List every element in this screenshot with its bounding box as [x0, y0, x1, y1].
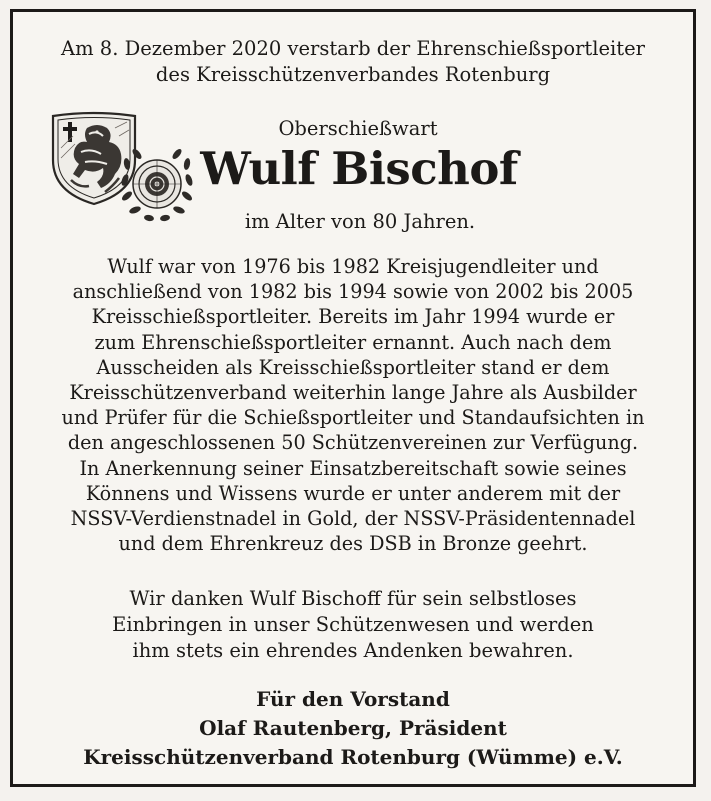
- biography-line: Ausscheiden als Kreisschießsportleiter stand er dem: [96, 355, 610, 379]
- biography-line: In Anerkennung seiner Einsatzbereitschaft sowie seines: [79, 456, 627, 480]
- signature-line: Für den Vorstand: [256, 687, 450, 711]
- deceased-name: Wulf Bischof: [200, 142, 518, 195]
- signature-line: Olaf Rautenberg, Präsident: [199, 716, 507, 740]
- signature-block: [13, 685, 693, 772]
- biography-line: Kreisschießsportleiter. Bereits im Jahr 1994 wurde er: [91, 305, 615, 329]
- signature-line: Kreisschützenverband Rotenburg (Wümme) e.V.: [83, 745, 623, 769]
- biography-line: Kreisschützenverband weiterhin lange Jahre als Ausbilder: [69, 381, 637, 405]
- thanks-line: ihm stets ein ehrendes Andenken bewahren.: [132, 639, 574, 662]
- thanks-line: Wir danken Wulf Bischoff für sein selbstloses: [129, 587, 577, 610]
- biography-paragraph: [13, 254, 693, 556]
- obituary-frame: [10, 9, 696, 787]
- biography-line: NSSV-Verdienstnadel in Gold, der NSSV-Präsidentennadel: [70, 507, 636, 531]
- biography-line: den angeschlossenen 50 Schützenvereinen zur Verfügung.: [67, 431, 639, 455]
- rank-title: Oberschießwart: [278, 117, 438, 140]
- thanks-paragraph: [13, 586, 693, 664]
- thanks-line: Einbringen in unser Schützenwesen und werden: [112, 613, 594, 636]
- intro-text: [13, 36, 693, 88]
- intro-line: des Kreisschützenverbandes Rotenburg: [155, 63, 551, 86]
- biography-line: Wulf war von 1976 bis 1982 Kreisjugendleiter und: [107, 255, 599, 278]
- age-line: im Alter von 80 Jahren.: [244, 210, 476, 233]
- intro-line: Am 8. Dezember 2020 verstarb der Ehrenschießsportleiter: [61, 37, 645, 60]
- biography-line: und Prüfer für die Schießsportleiter und Standaufsichten in: [61, 406, 645, 430]
- biography-line: und dem Ehrenkreuz des DSB in Bronze geehrt.: [118, 532, 588, 556]
- biography-line: Könnens und Wissens wurde er unter anderem mit der: [85, 481, 621, 505]
- biography-line: zum Ehrenschießsportleiter ernannt. Auch nach dem: [94, 330, 612, 354]
- biography-line: anschließend von 1982 bis 1994 sowie von 2002 bis 2005: [72, 280, 634, 304]
